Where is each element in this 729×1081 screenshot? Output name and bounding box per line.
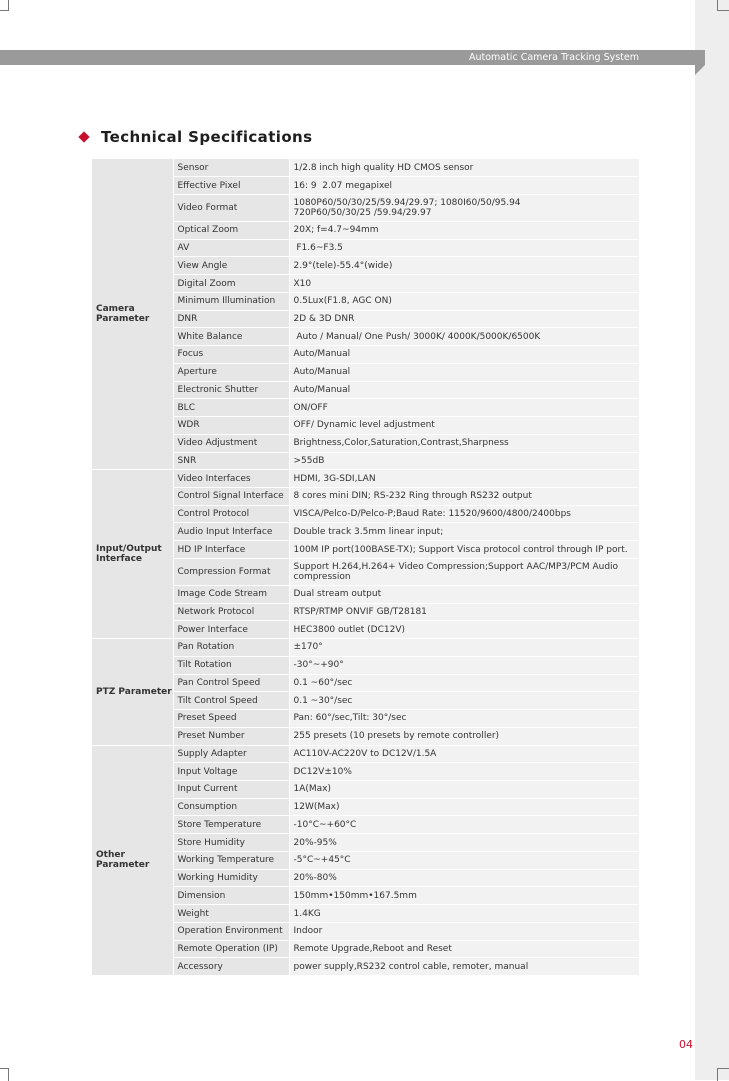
category-label: Camera Parameter [92,159,173,470]
parameter-name: Effective Pixel [173,177,289,195]
parameter-name: Compression Format [173,558,289,585]
spec-row [92,763,639,781]
parameter-value: Remote Upgrade,Reboot and Reset [289,940,639,958]
parameter-value: 255 presets (10 presets by remote controller) [289,727,639,745]
crop-mark-top-left [0,0,9,11]
spec-row [92,558,639,585]
spec-row [92,194,639,221]
parameter-value: -10°C~+60°C [289,816,639,834]
spec-row [92,851,639,869]
parameter-name: Digital Zoom [173,275,289,293]
parameter-value: ON/OFF [289,399,639,417]
parameter-value: ±170° [289,639,639,657]
spec-row [92,781,639,799]
parameter-value: 0.1 ~30°/sec [289,692,639,710]
crop-mark-bottom-right [717,1068,729,1081]
header-title: Automatic Camera Tracking System [468,52,639,63]
parameter-value: -30°~+90° [289,656,639,674]
parameter-value: OFF/ Dynamic level adjustment [289,417,639,435]
spec-row [92,381,639,399]
parameter-name: Audio Input Interface [173,523,289,541]
section-title: Technical Specifications [101,128,313,146]
crop-mark-bottom-left [0,1068,9,1081]
parameter-name: Tilt Control Speed [173,692,289,710]
spec-row [92,621,639,639]
parameter-name: Power Interface [173,621,289,639]
spec-row [92,656,639,674]
category-label: Input/Output Interface [92,470,173,639]
parameter-name: Working Temperature [173,851,289,869]
parameter-value: 0.1 ~60°/sec [289,674,639,692]
parameter-name: Input Current [173,781,289,799]
parameter-name: Minimum Illumination [173,292,289,310]
parameter-value: Double track 3.5mm linear input; [289,523,639,541]
spec-row [92,417,639,435]
parameter-name: Consumption [173,798,289,816]
parameter-value: VISCA/Pelco-D/Pelco-P;Baud Rate: 11520/9600/4800/2400bps [289,505,639,523]
parameter-name: Preset Speed [173,710,289,728]
spec-row [92,505,639,523]
parameter-value: 2.9°(tele)-55.4°(wide) [289,257,639,275]
parameter-name: Video Format [173,194,289,221]
spec-row [92,745,639,763]
parameter-name: Pan Control Speed [173,674,289,692]
parameter-value: power supply,RS232 control cable, remoter, manual [289,958,639,976]
spec-row [92,887,639,905]
parameter-value: 1080P60/50/30/25/59.94/29.97; 1080I60/50/95.94 720P60/50/30/25 /59.94/29.97 [289,194,639,221]
parameter-name: AV [173,239,289,257]
parameter-name: Electronic Shutter [173,381,289,399]
spec-row [92,257,639,275]
parameter-name: Tilt Rotation [173,656,289,674]
spec-row [92,159,639,177]
parameter-name: Control Protocol [173,505,289,523]
spec-row [92,958,639,976]
parameter-value: X10 [289,275,639,293]
spec-row [92,292,639,310]
parameter-name: Remote Operation (IP) [173,940,289,958]
spec-row [92,434,639,452]
parameter-name: Control Signal Interface [173,487,289,505]
parameter-name: Network Protocol [173,603,289,621]
parameter-name: HD IP Interface [173,541,289,559]
parameter-name: Store Humidity [173,834,289,852]
spec-table-body [92,159,639,976]
spec-row [92,710,639,728]
section-heading [78,127,312,147]
spec-row [92,940,639,958]
category-label: PTZ Parameter [92,639,173,745]
parameter-value: Auto/Manual [289,381,639,399]
parameter-name: Video Adjustment [173,434,289,452]
category-label: Other Parameter [92,745,173,976]
parameter-name: Input Voltage [173,763,289,781]
spec-row [92,869,639,887]
spec-row [92,834,639,852]
spec-row [92,541,639,559]
parameter-name: Focus [173,346,289,364]
parameter-name: Working Humidity [173,869,289,887]
parameter-value: 0.5Lux(F1.8, AGC ON) [289,292,639,310]
parameter-value: 1/2.8 inch high quality HD CMOS sensor [289,159,639,177]
parameter-value: 8 cores mini DIN; RS-232 Ring through RS232 output [289,487,639,505]
parameter-value: HEC3800 outlet (DC12V) [289,621,639,639]
parameter-value: 12W(Max) [289,798,639,816]
parameter-value: AC110V-AC220V to DC12V/1.5A [289,745,639,763]
spec-row [92,922,639,940]
parameter-name: BLC [173,399,289,417]
parameter-value: 1A(Max) [289,781,639,799]
header-tab [695,65,705,75]
parameter-value: Auto / Manual/ One Push/ 3000K/ 4000K/5000K/6500K [289,328,639,346]
parameter-name: WDR [173,417,289,435]
spec-row [92,452,639,470]
page-number: 04 [679,1038,693,1051]
parameter-name: Pan Rotation [173,639,289,657]
parameter-value: -5°C~+45°C [289,851,639,869]
parameter-name: Image Code Stream [173,585,289,603]
spec-row [92,905,639,923]
parameter-value: F1.6~F3.5 [289,239,639,257]
spec-row [92,798,639,816]
parameter-value: DC12V±10% [289,763,639,781]
parameter-value: Dual stream output [289,585,639,603]
parameter-value: 20%-95% [289,834,639,852]
parameter-value: >55dB [289,452,639,470]
spec-row [92,399,639,417]
spec-row [92,727,639,745]
parameter-value: 20%-80% [289,869,639,887]
parameter-value: Auto/Manual [289,346,639,364]
spec-row [92,585,639,603]
parameter-name: Dimension [173,887,289,905]
spec-row [92,692,639,710]
parameter-value: Indoor [289,922,639,940]
header-bar [0,50,705,65]
spec-table [92,159,639,976]
diamond-bullet-icon [78,131,89,142]
spec-row [92,603,639,621]
parameter-name: Store Temperature [173,816,289,834]
parameter-name: Preset Number [173,727,289,745]
parameter-name: View Angle [173,257,289,275]
spec-row [92,328,639,346]
parameter-value: 100M IP port(100BASE-TX); Support Visca protocol control through IP port. [289,541,639,559]
parameter-value: Auto/Manual [289,363,639,381]
spec-row [92,177,639,195]
parameter-name: White Balance [173,328,289,346]
parameter-name: SNR [173,452,289,470]
crop-mark-top-right [717,0,729,11]
parameter-value: Support H.264,H.264+ Video Compression;Support AAC/MP3/PCM Audio compression [289,558,639,585]
spec-row [92,346,639,364]
parameter-name: Video Interfaces [173,470,289,488]
parameter-name: Accessory [173,958,289,976]
spec-row [92,363,639,381]
spec-row [92,275,639,293]
spec-row [92,221,639,239]
parameter-value: Pan: 60°/sec,Tilt: 30°/sec [289,710,639,728]
spec-row [92,816,639,834]
spec-row [92,523,639,541]
parameter-name: Weight [173,905,289,923]
parameter-value: 2D & 3D DNR [289,310,639,328]
parameter-name: Operation Environment [173,922,289,940]
parameter-name: Aperture [173,363,289,381]
parameter-value: 16: 9 2.07 megapixel [289,177,639,195]
parameter-value: 1.4KG [289,905,639,923]
spec-row [92,310,639,328]
spec-row [92,674,639,692]
spec-row [92,470,639,488]
parameter-value: 20X; f=4.7~94mm [289,221,639,239]
spec-row [92,639,639,657]
parameter-value: 150mm•150mm•167.5mm [289,887,639,905]
page-margin-strip [695,0,729,1080]
spec-row [92,239,639,257]
parameter-name: DNR [173,310,289,328]
parameter-value: RTSP/RTMP ONVIF GB/T28181 [289,603,639,621]
spec-row [92,487,639,505]
parameter-name: Supply Adapter [173,745,289,763]
parameter-name: Sensor [173,159,289,177]
parameter-value: HDMI, 3G-SDI,LAN [289,470,639,488]
parameter-value: Brightness,Color,Saturation,Contrast,Sharpness [289,434,639,452]
parameter-name: Optical Zoom [173,221,289,239]
